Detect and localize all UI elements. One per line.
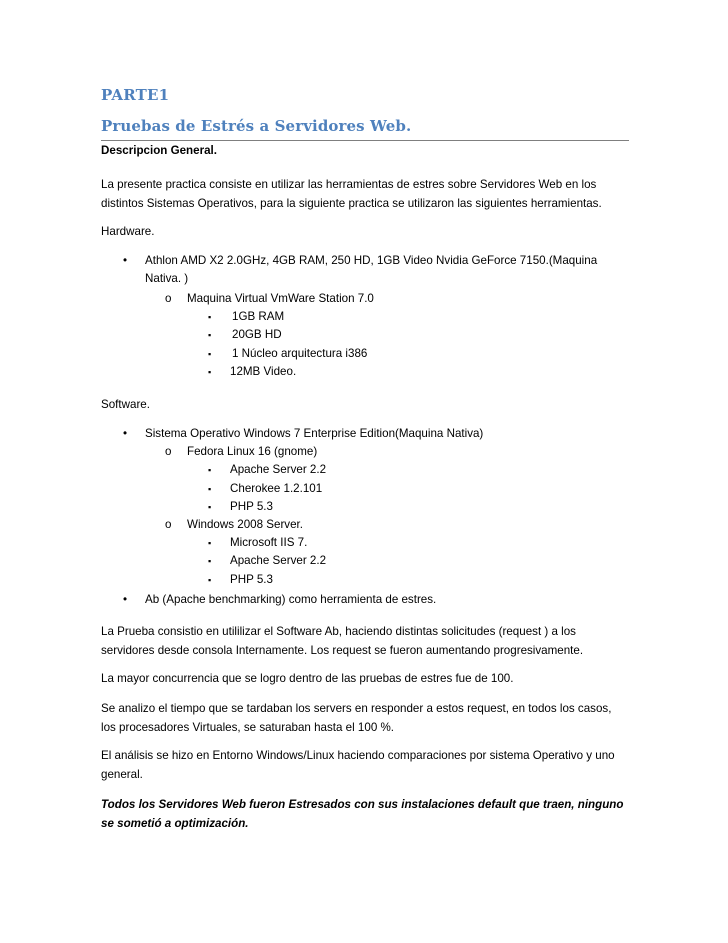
list-item: PHP 5.3 — [230, 500, 273, 513]
hardware-item-native: Athlon AMD X2 2.0GHz, 4GB RAM, 250 HD, 1GB Video Nvidia GeForce 7150.(Maquina Nativa. ) — [145, 254, 598, 285]
spec-item: 1GB RAM — [232, 310, 285, 323]
square-bullet-icon: ▪ — [208, 312, 212, 322]
spec-item: 12MB Video. — [230, 365, 297, 378]
software-item-fedora: Fedora Linux 16 (gnome) — [187, 445, 318, 458]
sub-bullet-icon: o — [165, 445, 172, 458]
square-bullet-icon: ▪ — [208, 465, 212, 475]
square-bullet-icon: ▪ — [208, 349, 212, 359]
paragraph: La mayor concurrencia que se logro dentro de las pruebas de estres fue de 100. — [101, 672, 514, 685]
software-label: Software. — [101, 398, 150, 411]
list-item: Cherokee 1.2.101 — [230, 482, 323, 495]
software-item-os: Sistema Operativo Windows 7 Enterprise Edition(Maquina Nativa) — [145, 427, 484, 440]
section-subtitle: Descripcion General. — [101, 144, 217, 157]
closing-note: Todos los Servidores Web fueron Estresados con sus instalaciones default que traen, ninguno se sometió a optimización. — [101, 798, 624, 830]
square-bullet-icon: ▪ — [208, 484, 212, 494]
software-item-windows2008: Windows 2008 Server. — [187, 518, 303, 531]
square-bullet-icon: ▪ — [208, 502, 212, 512]
bullet-icon: • — [123, 427, 128, 440]
square-bullet-icon: ▪ — [208, 538, 212, 548]
part-heading: PARTE1 — [101, 86, 170, 104]
square-bullet-icon: ▪ — [208, 575, 212, 585]
list-item: Microsoft IIS 7. — [230, 536, 308, 549]
hardware-label: Hardware. — [101, 225, 155, 238]
list-item: Apache Server 2.2 — [230, 554, 327, 567]
sub-bullet-icon: o — [165, 518, 172, 531]
square-bullet-icon: ▪ — [208, 367, 212, 377]
square-bullet-icon: ▪ — [208, 330, 212, 340]
paragraph: Se analizo el tiempo que se tardaban los servers en responder a estos request, en todos los casos, los procesadores Virtuales, se saturaban hasta el 100 %. — [101, 702, 612, 734]
list-item: PHP 5.3 — [230, 573, 273, 586]
bullet-icon: • — [123, 254, 128, 267]
spec-item: 20GB HD — [232, 328, 282, 341]
intro-paragraph: La presente practica consiste en utilizar las herramientas de estres sobre Servidores Web en los distintos Sistemas Operativos, para la siguiente practica se utilizaron las siguientes herramientas. — [101, 178, 602, 210]
list-item: Apache Server 2.2 — [230, 463, 327, 476]
bullet-icon: • — [123, 593, 128, 606]
software-item-ab: Ab (Apache benchmarking) como herramienta de estres. — [145, 593, 437, 606]
square-bullet-icon: ▪ — [208, 556, 212, 566]
page-title: Pruebas de Estrés a Servidores Web. — [101, 117, 412, 135]
paragraph: La Prueba consistio en utililizar el Software Ab, haciendo distintas solicitudes (request ) a los servidores desde consola Internamente. Los request se fueron aumentando progresivamente. — [101, 625, 584, 657]
hardware-item-vm: Maquina Virtual VmWare Station 7.0 — [187, 292, 374, 305]
sub-bullet-icon: o — [165, 292, 172, 305]
paragraph: El análisis se hizo en Entorno Windows/Linux haciendo comparaciones por sistema Operativo y uno general. — [101, 749, 615, 781]
spec-item: 1 Núcleo arquitectura i386 — [232, 347, 368, 360]
